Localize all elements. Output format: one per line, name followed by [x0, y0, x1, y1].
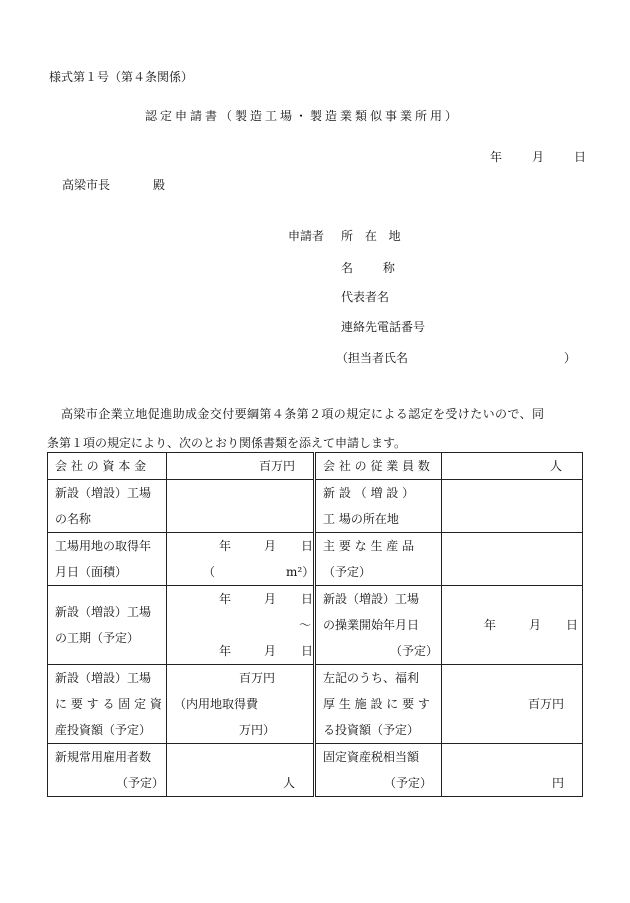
statement-line-1: 高梁市企業立地促進助成金交付要綱第４条第２項の規定による認定を受けたいので、同 — [61, 407, 545, 421]
applicant-label: 申請者 — [288, 229, 325, 243]
applicant-person-label: （担当者氏名 — [336, 351, 409, 365]
investment-value-cell: 百万円 （内用地取得費 万円） — [167, 665, 315, 744]
date-year: 年 — [490, 150, 503, 164]
table-row — [48, 533, 583, 586]
hires-label-cell: 新規常用雇用者数 （予定） — [48, 744, 167, 797]
table-row — [48, 453, 583, 480]
form-number: 様式第１号（第４条関係） — [49, 70, 194, 84]
employees-value-cell: 人 — [442, 453, 583, 480]
table-row — [48, 665, 583, 744]
table-row — [48, 480, 583, 533]
period-value-cell: 年 月 日 ～ 年 月 日 — [167, 586, 315, 665]
factory-location-label-cell: 新 設 （ 増 設 ） 工 場の所在地 — [315, 480, 442, 533]
investment-label-cell: 新設（増設）工場 に 要 す る 固 定 資 産投資額（予定） — [48, 665, 167, 744]
tax-value-cell: 円 — [442, 744, 583, 797]
applicant-location-label: 所 在 地 — [341, 229, 405, 243]
applicant-person-close: ） — [564, 351, 577, 365]
employees-label-cell: 会 社 の 従 業 員 数 — [315, 453, 442, 480]
applicant-name-label: 名 称 — [341, 261, 408, 275]
operation-label-cell: 新設（増設）工場 の操業開始年月日 （予定） — [315, 586, 442, 665]
hires-value-cell: 人 — [167, 744, 315, 797]
application-statement — [47, 400, 583, 458]
period-label-cell: 新設（増設）工場 の工期（予定） — [48, 586, 167, 665]
tax-label-cell: 固定資産税相当額 （予定） — [315, 744, 442, 797]
factory-name-value-cell — [167, 480, 315, 533]
table-row — [48, 586, 583, 665]
welfare-value-cell: 百万円 — [442, 665, 583, 744]
application-table — [47, 452, 583, 797]
product-value-cell — [442, 533, 583, 586]
capital-label-cell: 会 社 の 資 本 金 — [48, 453, 167, 480]
welfare-label-cell: 左記のうち、福利 厚 生 施 設 に 要 す る投資額（予定） — [315, 665, 442, 744]
factory-location-value-cell — [442, 480, 583, 533]
statement-line-2: 条第１項の規定により、次のとおり関係書類を添えて申請します。 — [47, 436, 407, 450]
addressee-suffix: 殿 — [153, 178, 166, 192]
capital-value-cell: 百万円 — [167, 453, 315, 480]
operation-value-cell: 年 月 日 — [442, 586, 583, 665]
date-day: 日 — [574, 150, 587, 164]
product-label-cell: 主 要 な 生 産 品 （予定） — [315, 533, 442, 586]
land-value-cell: 年 月 日 （ m²） — [167, 533, 315, 586]
factory-name-label-cell: 新設（増設）工場 の名称 — [48, 480, 167, 533]
table-row — [48, 744, 583, 797]
document-title: 認定申請書（製造工場・製造業類似事業所用） — [145, 109, 461, 123]
land-label-cell: 工場用地の取得年 月日（面積） — [48, 533, 167, 586]
addressee: 高梁市長 — [62, 178, 111, 192]
applicant-phone-label: 連絡先電話番号 — [341, 320, 426, 334]
applicant-representative-label: 代表者名 — [341, 290, 390, 304]
date-month: 月 — [532, 150, 545, 164]
